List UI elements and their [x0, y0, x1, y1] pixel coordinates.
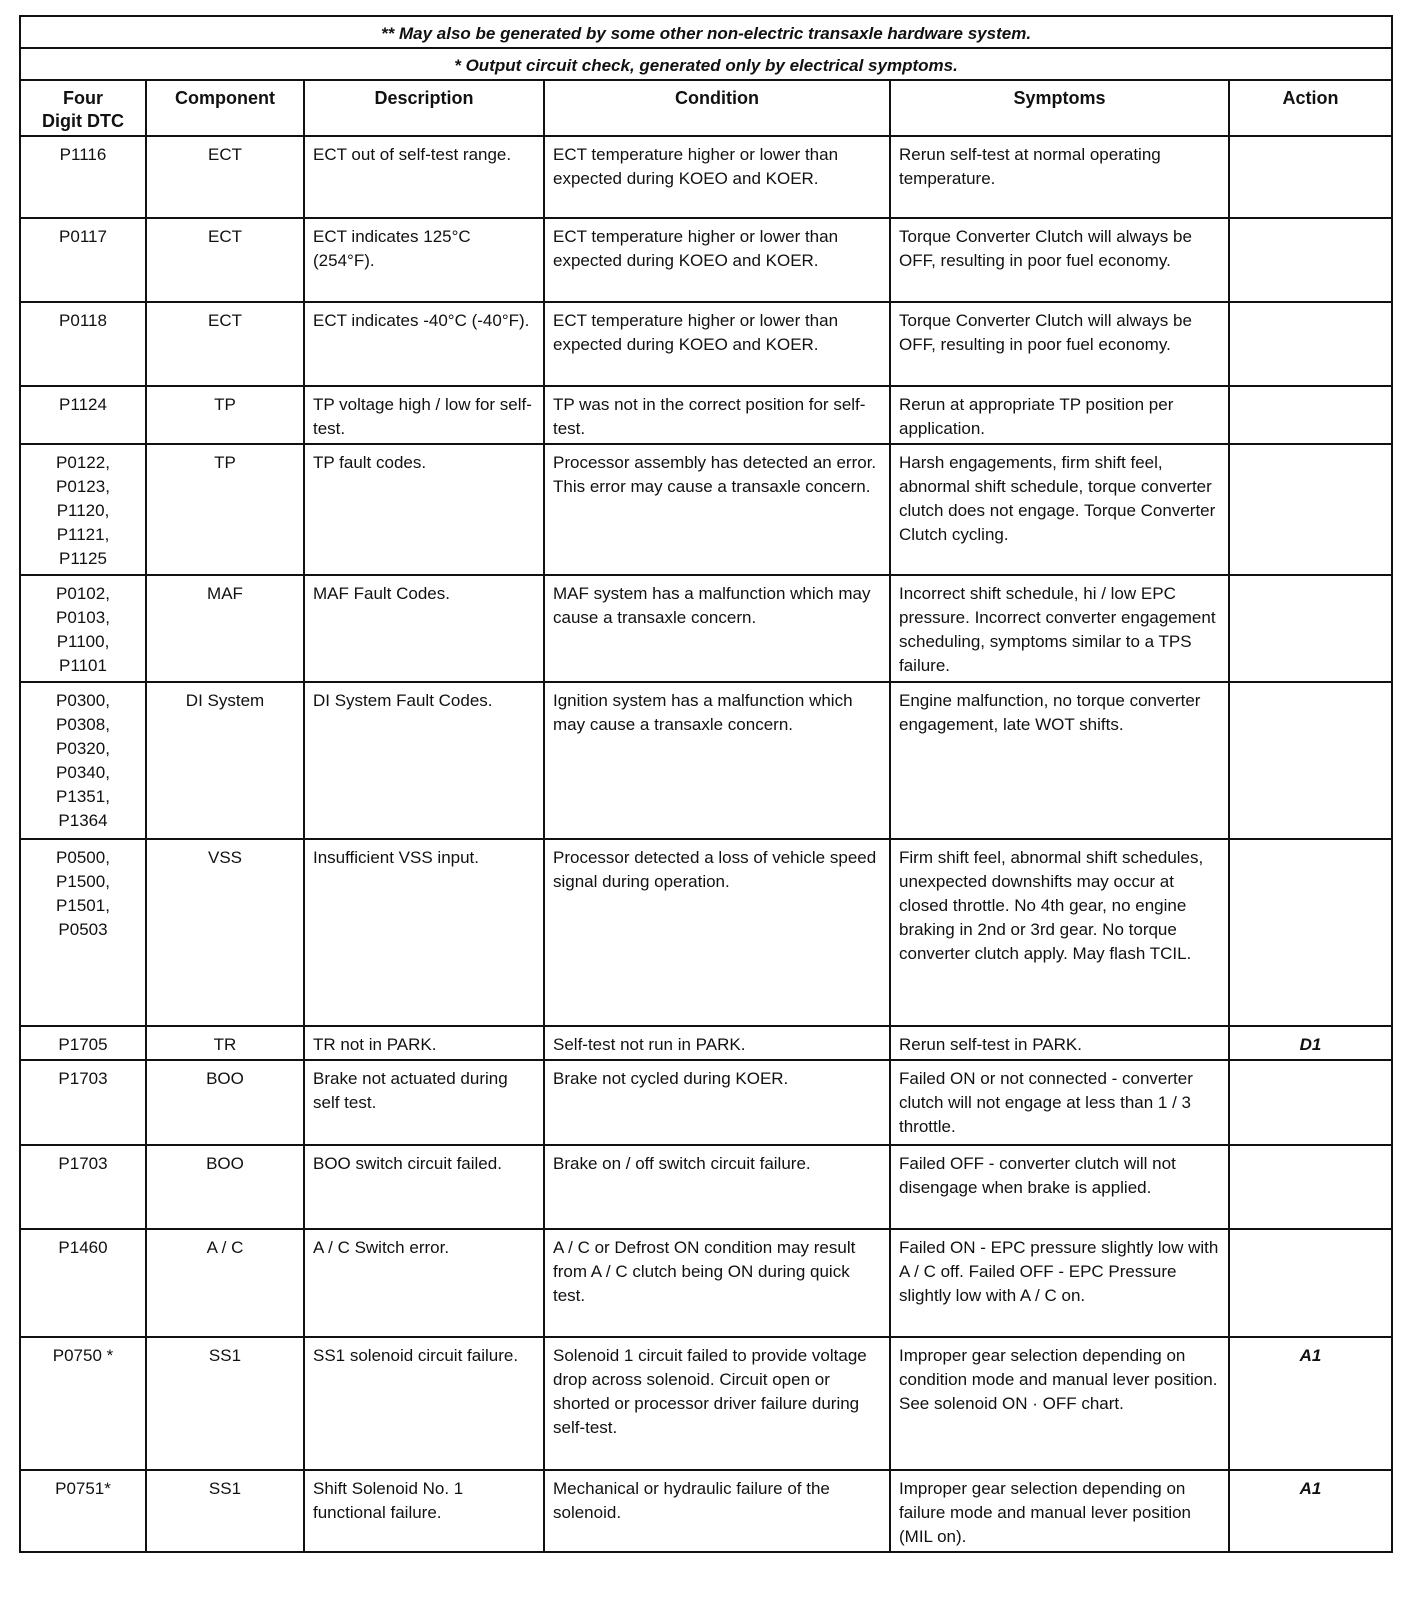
dtc-code: P0340,	[56, 763, 110, 782]
component-cell: SS1	[146, 1470, 304, 1552]
dtc-code: P0103,	[56, 608, 110, 627]
symptoms-cell: Failed OFF - converter clutch will not disengage when brake is applied.	[890, 1145, 1229, 1229]
component-cell: TR	[146, 1026, 304, 1060]
header-dtc-line2: Digit DTC	[42, 111, 124, 131]
description-cell: Brake not actuated during self test.	[304, 1060, 544, 1145]
description-cell: BOO switch circuit failed.	[304, 1145, 544, 1229]
action-cell	[1229, 1229, 1392, 1337]
component-cell: TP	[146, 444, 304, 575]
table-row	[20, 302, 1392, 386]
dtc-code: P0320,	[56, 739, 110, 758]
component-cell: ECT	[146, 218, 304, 302]
dtc-code: P1703	[58, 1154, 108, 1173]
component-cell: DI System	[146, 682, 304, 839]
component-cell: MAF	[146, 575, 304, 682]
description-cell: Shift Solenoid No. 1 functional failure.	[304, 1470, 544, 1552]
dtc-code-cell	[20, 1229, 146, 1337]
condition-cell: ECT temperature higher or lower than expected during KOEO and KOER.	[544, 218, 890, 302]
dtc-code: P0123,	[56, 477, 110, 496]
action-cell: A1	[1229, 1470, 1392, 1552]
note-row-output-check	[20, 48, 1392, 80]
action-cell	[1229, 1145, 1392, 1229]
dtc-code: P1101	[59, 656, 107, 675]
table-row	[20, 682, 1392, 839]
dtc-code-cell	[20, 575, 146, 682]
header-condition: Condition	[544, 80, 890, 136]
dtc-code-cell	[20, 839, 146, 1026]
dtc-code: P0308,	[56, 715, 110, 734]
description-cell: DI System Fault Codes.	[304, 682, 544, 839]
dtc-code: P0122,	[56, 453, 110, 472]
symptoms-cell: Failed ON - EPC pressure slightly low with A / C off. Failed OFF - EPC Pressure slightly low with A / C on.	[890, 1229, 1229, 1337]
condition-cell: MAF system has a malfunction which may cause a transaxle concern.	[544, 575, 890, 682]
dtc-code: P0503	[58, 920, 108, 939]
component-cell: A / C	[146, 1229, 304, 1337]
dtc-code: P1351,	[56, 787, 110, 806]
action-cell: A1	[1229, 1337, 1392, 1470]
table-row	[20, 1229, 1392, 1337]
dtc-code: P1501,	[56, 896, 110, 915]
dtc-code-cell	[20, 386, 146, 444]
description-cell: TP fault codes.	[304, 444, 544, 575]
component-cell: VSS	[146, 839, 304, 1026]
table-row	[20, 1145, 1392, 1229]
dtc-code: P1100,	[56, 632, 110, 651]
condition-cell: ECT temperature higher or lower than expected during KOEO and KOER.	[544, 136, 890, 218]
description-cell: ECT out of self-test range.	[304, 136, 544, 218]
component-cell: TP	[146, 386, 304, 444]
component-cell: ECT	[146, 136, 304, 218]
dtc-code: P0118	[59, 311, 107, 330]
dtc-code-cell	[20, 1060, 146, 1145]
action-cell	[1229, 444, 1392, 575]
description-cell: ECT indicates -40°C (-40°F).	[304, 302, 544, 386]
table-row	[20, 1026, 1392, 1060]
dtc-code: P1120,	[56, 501, 110, 520]
description-cell: TP voltage high / low for self-test.	[304, 386, 544, 444]
column-header-row	[20, 80, 1392, 136]
table-row	[20, 839, 1392, 1026]
header-description: Description	[304, 80, 544, 136]
component-cell: BOO	[146, 1145, 304, 1229]
dtc-reference-sheet	[19, 15, 1391, 1553]
dtc-table	[19, 15, 1393, 1553]
dtc-code-cell	[20, 1145, 146, 1229]
symptoms-cell: Improper gear selection depending on failure mode and manual lever position (MIL on).	[890, 1470, 1229, 1552]
dtc-code: P0102,	[56, 584, 110, 603]
symptoms-cell: Engine malfunction, no torque converter engagement, late WOT shifts.	[890, 682, 1229, 839]
symptoms-cell: Incorrect shift schedule, hi / low EPC pressure. Incorrect converter engagement scheduling, symptoms similar to a TPS failure.	[890, 575, 1229, 682]
symptoms-cell: Torque Converter Clutch will always be OFF, resulting in poor fuel economy.	[890, 302, 1229, 386]
symptoms-cell: Rerun at appropriate TP position per application.	[890, 386, 1229, 444]
dtc-code-cell	[20, 1337, 146, 1470]
note-row-non-electric	[20, 16, 1392, 48]
table-row	[20, 136, 1392, 218]
description-cell: ECT indicates 125°C (254°F).	[304, 218, 544, 302]
description-cell: TR not in PARK.	[304, 1026, 544, 1060]
note-non-electric: ** May also be generated by some other non-electric transaxle hardware system.	[20, 16, 1392, 48]
dtc-code: P1116	[59, 145, 107, 164]
symptoms-cell: Failed ON or not connected - converter clutch will not engage at less than 1 / 3 throttle.	[890, 1060, 1229, 1145]
component-cell: SS1	[146, 1337, 304, 1470]
dtc-code: P1364	[58, 811, 108, 830]
action-cell	[1229, 218, 1392, 302]
header-dtc	[20, 80, 146, 136]
action-cell	[1229, 839, 1392, 1026]
condition-cell: Brake not cycled during KOER.	[544, 1060, 890, 1145]
component-cell: ECT	[146, 302, 304, 386]
symptoms-cell: Harsh engagements, firm shift feel, abnormal shift schedule, torque converter clutch does not engage. Torque Converter Clutch cycling.	[890, 444, 1229, 575]
dtc-code-cell	[20, 1470, 146, 1552]
action-cell	[1229, 575, 1392, 682]
table-row	[20, 1337, 1392, 1470]
header-symptoms: Symptoms	[890, 80, 1229, 136]
symptoms-cell: Improper gear selection depending on condition mode and manual lever position. See solenoid ON · OFF chart.	[890, 1337, 1229, 1470]
description-cell: A / C Switch error.	[304, 1229, 544, 1337]
table-row	[20, 386, 1392, 444]
condition-cell: Processor assembly has detected an error. This error may cause a transaxle concern.	[544, 444, 890, 575]
dtc-code: P1125	[59, 549, 107, 568]
condition-cell: Processor detected a loss of vehicle speed signal during operation.	[544, 839, 890, 1026]
dtc-code: P0117	[59, 227, 107, 246]
table-row	[20, 1060, 1392, 1145]
description-cell: MAF Fault Codes.	[304, 575, 544, 682]
table-row	[20, 444, 1392, 575]
dtc-code-cell	[20, 302, 146, 386]
condition-cell: A / C or Defrost ON condition may result from A / C clutch being ON during quick test.	[544, 1229, 890, 1337]
dtc-code: P0300,	[56, 691, 110, 710]
dtc-code: P1121,	[56, 525, 110, 544]
dtc-code: P1460	[58, 1238, 108, 1257]
dtc-code-cell	[20, 218, 146, 302]
action-cell	[1229, 1060, 1392, 1145]
header-action: Action	[1229, 80, 1392, 136]
symptoms-cell: Rerun self-test in PARK.	[890, 1026, 1229, 1060]
action-cell	[1229, 682, 1392, 839]
note-output-check: * Output circuit check, generated only by electrical symptoms.	[20, 48, 1392, 80]
condition-cell: Solenoid 1 circuit failed to provide voltage drop across solenoid. Circuit open or shorted or processor driver failure during self-test.	[544, 1337, 890, 1470]
condition-cell: Self-test not run in PARK.	[544, 1026, 890, 1060]
dtc-code: P0751*	[55, 1479, 111, 1498]
action-cell	[1229, 302, 1392, 386]
description-cell: Insufficient VSS input.	[304, 839, 544, 1026]
table-row	[20, 575, 1392, 682]
table-row	[20, 1470, 1392, 1552]
dtc-code-cell	[20, 682, 146, 839]
condition-cell: TP was not in the correct position for self-test.	[544, 386, 890, 444]
dtc-code-cell	[20, 136, 146, 218]
symptoms-cell: Rerun self-test at normal operating temperature.	[890, 136, 1229, 218]
dtc-code: P0750 *	[52, 1346, 114, 1365]
symptoms-cell: Firm shift feel, abnormal shift schedules, unexpected downshifts may occur at closed throttle. No 4th gear, no engine braking in 2nd or 3rd gear. No torque converter clutch apply. May flash TCIL.	[890, 839, 1229, 1026]
action-cell: D1	[1229, 1026, 1392, 1060]
header-dtc-line1: Four	[63, 88, 103, 108]
action-cell	[1229, 136, 1392, 218]
dtc-code: P1500,	[56, 872, 110, 891]
action-cell	[1229, 386, 1392, 444]
component-cell: BOO	[146, 1060, 304, 1145]
dtc-code: P0500,	[56, 848, 110, 867]
header-component: Component	[146, 80, 304, 136]
condition-cell: ECT temperature higher or lower than expected during KOEO and KOER.	[544, 302, 890, 386]
dtc-code-cell	[20, 444, 146, 575]
dtc-code-cell	[20, 1026, 146, 1060]
dtc-table-body	[20, 136, 1392, 1552]
symptoms-cell: Torque Converter Clutch will always be OFF, resulting in poor fuel economy.	[890, 218, 1229, 302]
description-cell: SS1 solenoid circuit failure.	[304, 1337, 544, 1470]
dtc-code: P1124	[59, 395, 107, 414]
condition-cell: Brake on / off switch circuit failure.	[544, 1145, 890, 1229]
condition-cell: Ignition system has a malfunction which may cause a transaxle concern.	[544, 682, 890, 839]
dtc-code: P1703	[58, 1069, 108, 1088]
condition-cell: Mechanical or hydraulic failure of the solenoid.	[544, 1470, 890, 1552]
dtc-code: P1705	[58, 1035, 108, 1054]
table-row	[20, 218, 1392, 302]
